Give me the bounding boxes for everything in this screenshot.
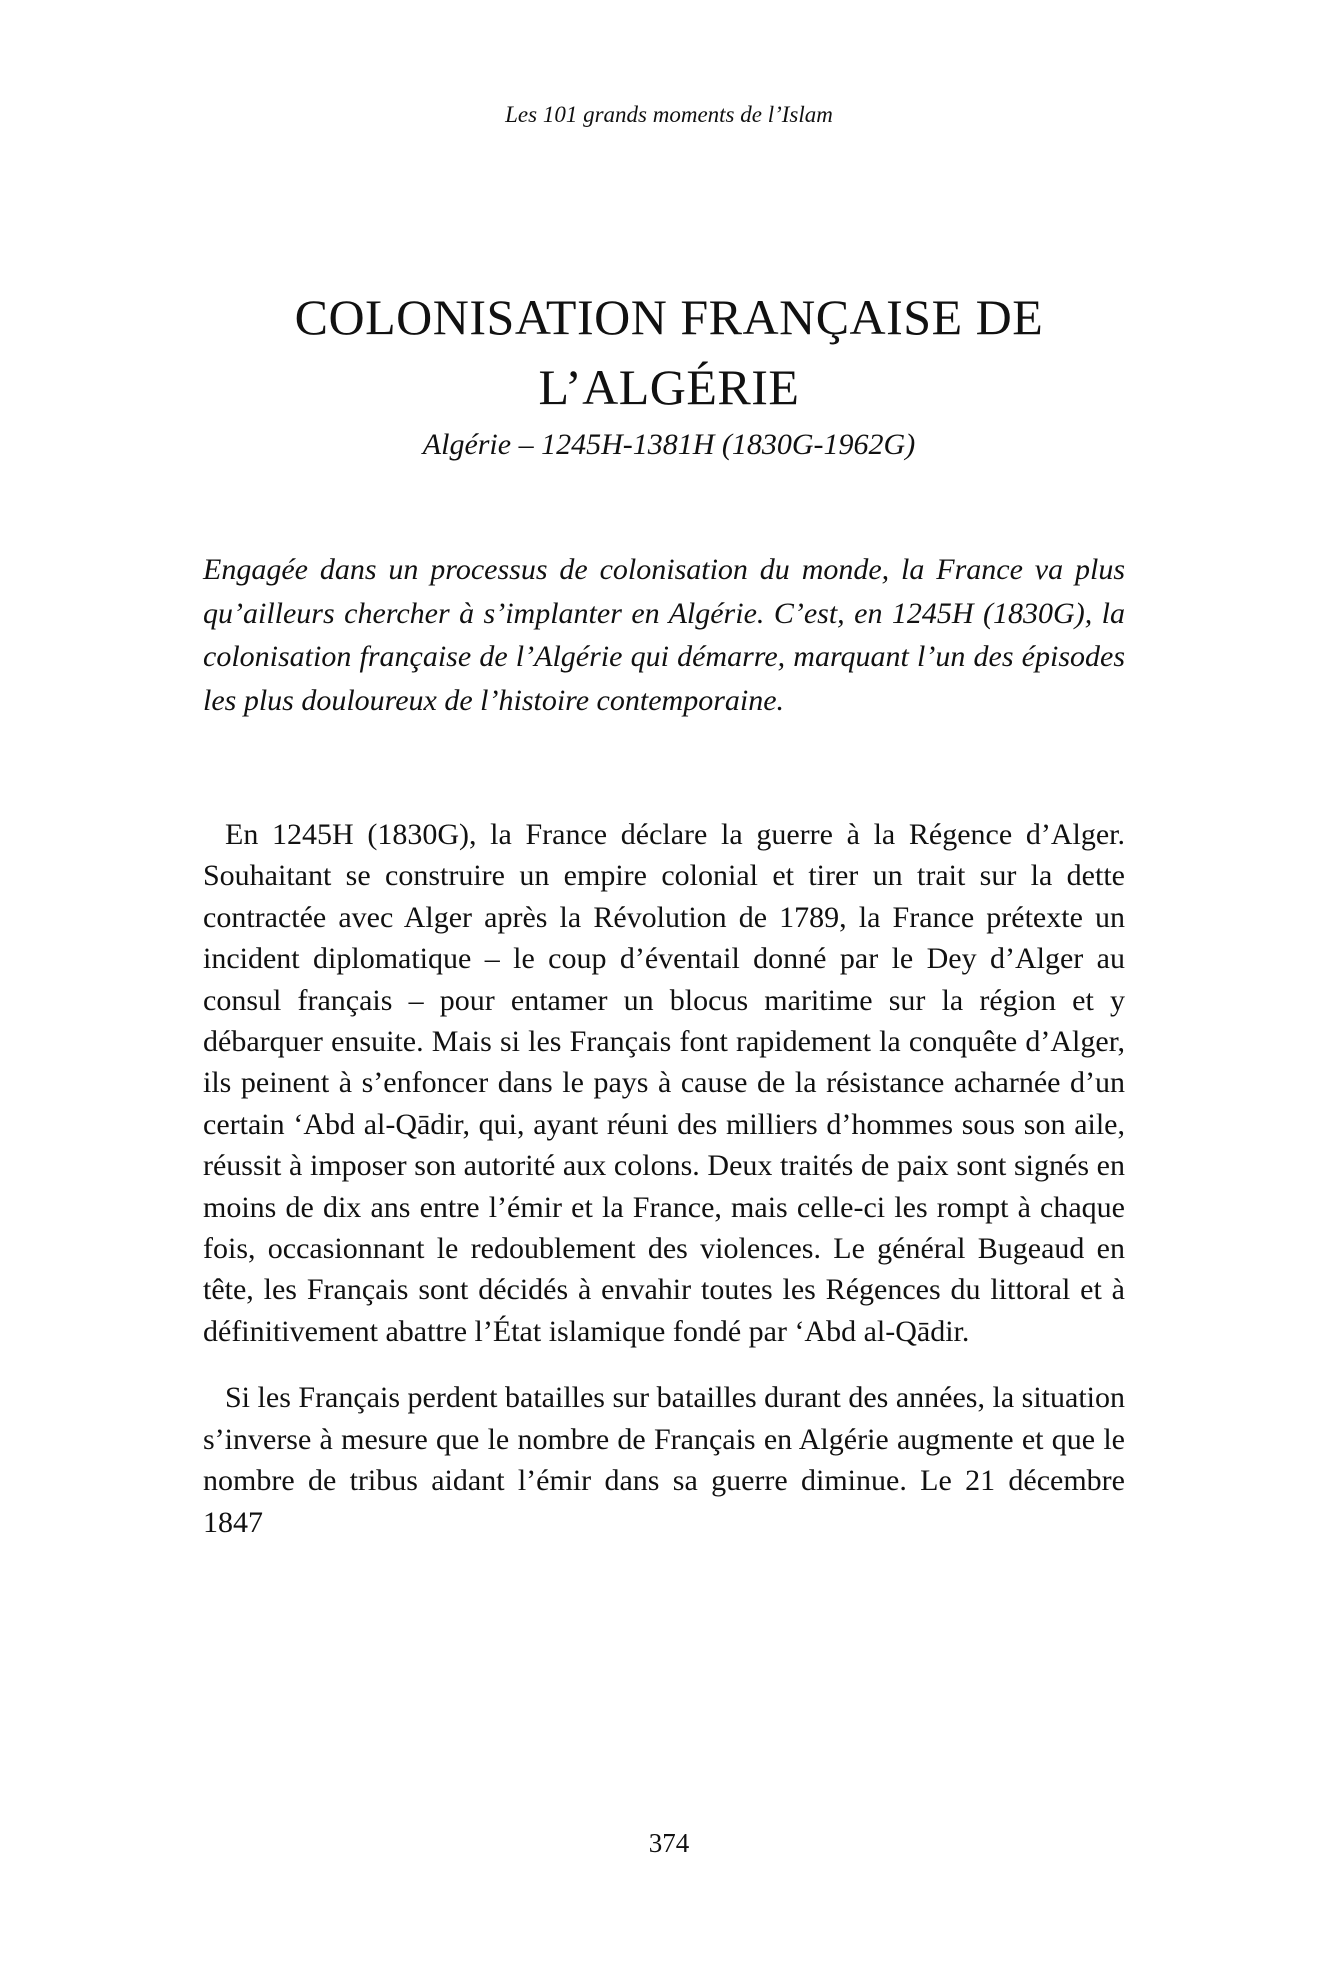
- body-text: [203, 814, 1125, 1568]
- chapter-title-line-1: COLONISATION FRANÇAISE DE: [294, 289, 1044, 345]
- body-paragraph-1: En 1245H (1830G), la France déclare la guerre à la Régence d’Alger. Souhaitant se construire un empire colonial et tirer un trait sur la dette contractée avec Alger après la Révolution de 1789, la France prétexte un incident diplomatique – le coup d’éventail donné par le Dey d’Alger au consul français – pour entamer un blocus maritime sur la région et y débarquer ensuite. Mais si les Français font rapidement la conquête d’Alger, ils peinent à s’enfoncer dans le pays à cause de la résistance acharnée d’un certain ‘Abd al-Qādir, qui, ayant réuni des milliers d’hommes sous son aile, réussit à imposer son autorité aux colons. Deux traités de paix sont signés en moins de dix ans entre l’émir et la France, mais celle-ci les rompt à chaque fois, occasionnant le redoublement des violences. Le général Bugeaud en tête, les Français sont décidés à envahir toutes les Régences du littoral et à définitivement abattre l’État islamique fondé par ‘Abd al-Qādir.: [203, 818, 1125, 1348]
- running-header: Les 101 grands moments de l’Islam: [505, 102, 833, 127]
- chapter-title: [0, 282, 1338, 422]
- page-number: 374: [648, 1828, 690, 1858]
- chapter-title-line-2: L’ALGÉRIE: [538, 359, 800, 415]
- body-paragraph-2: Si les Français perdent batailles sur batailles durant des années, la situation s’inverse à mesure que le nombre de Français en Algérie augmente et que le nombre de tribus aidant l’émir dans sa guerre diminue. Le 21 décembre 1847: [203, 1381, 1125, 1539]
- chapter-subtitle: Algérie – 1245H-1381H (1830G-1962G): [422, 428, 916, 461]
- intro-paragraph: Engagée dans un processus de colonisation du monde, la France va plus qu’ailleurs chercher à s’implanter en Algérie. C’est, en 1245H (1830G), la colonisation française de l’Algérie qui démarre, marquant l’un des épisodes les plus douloureux de l’histoire contemporaine.: [203, 553, 1125, 717]
